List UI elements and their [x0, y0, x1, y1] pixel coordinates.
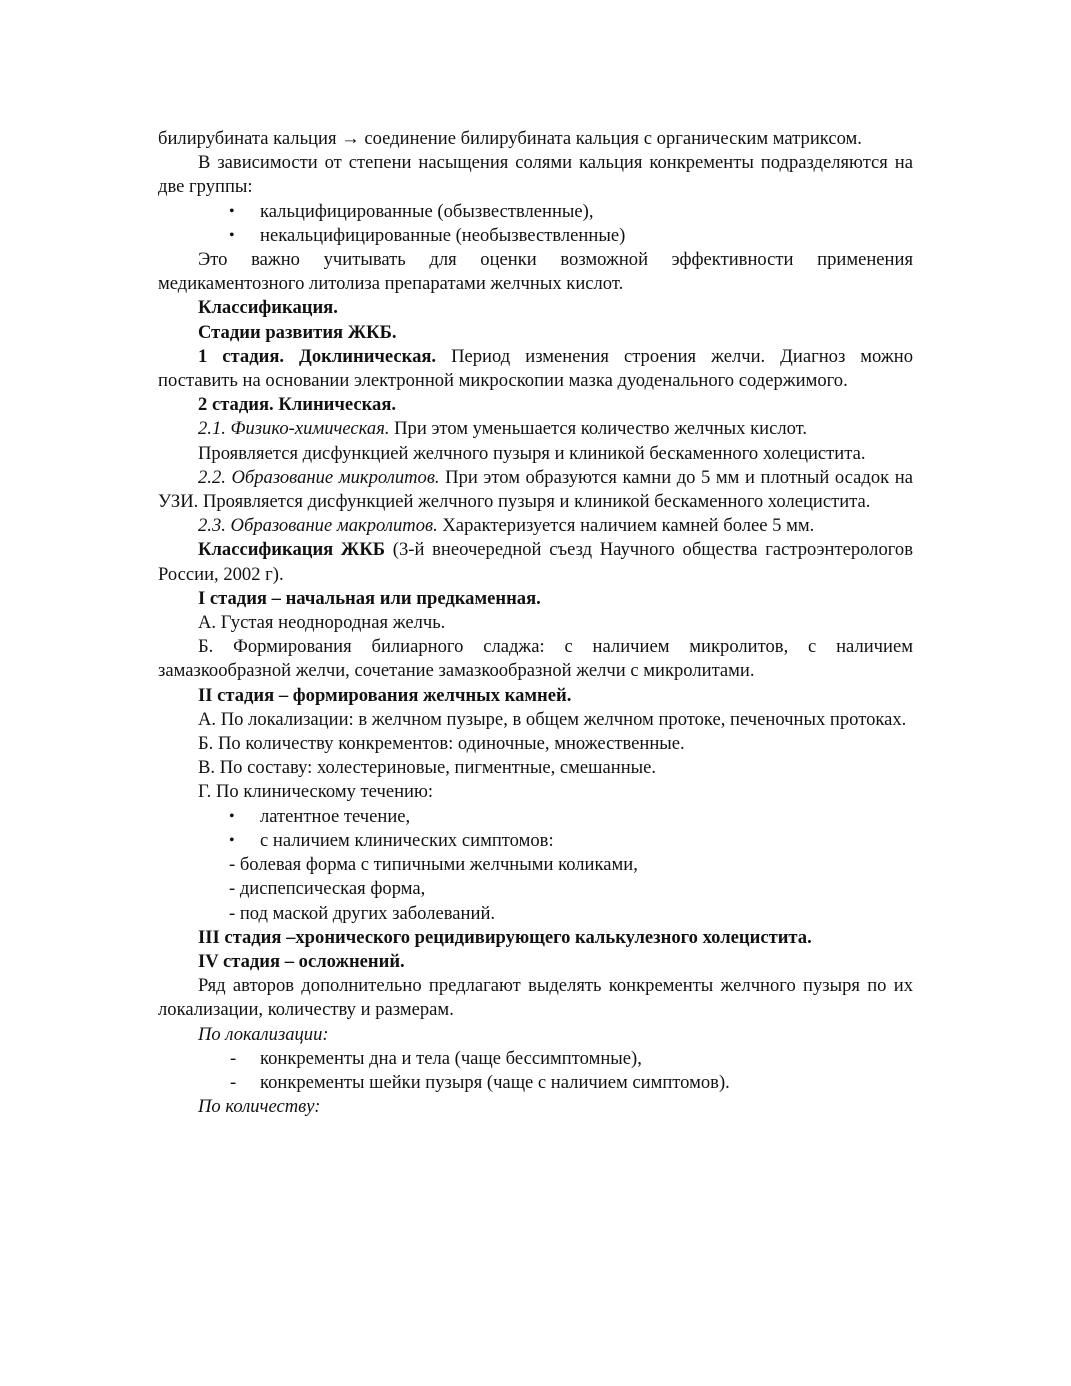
stage-iv-title: IV стадия – осложнений.	[198, 950, 405, 972]
stage-ii-v: В. По составу: холестериновые, пигментные, смешанные.	[198, 757, 657, 779]
paragraph-authors: Ряд авторов дополнительно предлагают выделять конкременты желчного пузыря по их локализации, количеству и размерам.	[158, 975, 913, 1021]
by-location-heading	[158, 1023, 913, 1047]
by-count-title: По количеству:	[198, 1096, 321, 1118]
stage-ii-b: Б. По количеству конкрементов: одиночные, множественные.	[198, 733, 685, 755]
paragraph-saturation: В зависимости от степени насыщения солями кальция конкременты подразделяются на две группы:	[158, 152, 913, 198]
stage-i-a: А. Густая неоднородная желчь.	[198, 612, 446, 634]
classification-2002-title: Классификация ЖКБ	[198, 539, 386, 561]
stage-ii-g: Г. По клиническому течению:	[198, 781, 434, 803]
stage23-paragraph	[158, 514, 913, 538]
list-item: - конкременты дна и тела (чаще бессимптомные),	[158, 1047, 913, 1071]
classification-2002-text: (3-й внеочередной съезд Научного общества гастроэнтерологов России, 2002 г).	[158, 539, 913, 585]
stage21-paragraph	[158, 417, 913, 441]
list-item: - диспепсическая форма,	[229, 878, 426, 900]
by-location-title: По локализации:	[198, 1023, 329, 1045]
list-item: • кальцифицированные (обызвествленные),	[158, 200, 913, 224]
list-item: - под маской других заболеваний.	[229, 902, 496, 924]
stage22-title: 2.2. Образование микролитов.	[198, 466, 440, 488]
stage21-title: 2.1. Физико-химическая.	[198, 418, 390, 440]
document-page	[158, 127, 913, 1119]
paragraph-litholysis: Это важно учитывать для оценки возможной эффективности применения медикаментозного литолиза препаратами желчных кислот.	[158, 249, 913, 295]
stage2-title: 2 стадия. Клиническая.	[198, 394, 397, 416]
stage1-text: Период изменения строения желчи. Диагноз можно поставить на основании электронной микроскопии мазка дуоденального содержимого.	[158, 345, 913, 392]
heading-stages	[158, 321, 913, 345]
heading-classification-text: Классификация.	[198, 297, 338, 319]
clinical-course-list	[158, 805, 913, 853]
location-list	[158, 1047, 913, 1095]
stage23-text: Характеризуется наличием камней более 5 мм.	[437, 515, 815, 537]
stage22-text: При этом образуются камни до 5 мм и плотный осадок на УЗИ. Проявляется дисфункцией желчного пузыря и клиникой бескаменного холецистита.	[158, 466, 913, 513]
stage-iv-heading	[158, 950, 913, 974]
stage23-title: 2.3. Образование макролитов.	[198, 515, 438, 537]
paragraph-calcium: билирубината кальция → соединение билирубината кальция с органическим матриксом.	[158, 128, 862, 149]
list-item: - конкременты шейки пузыря (чаще с наличием симптомов).	[158, 1071, 913, 1095]
stage-ii-a: А. По локализации: в желчном пузыре, в общем желчном протоке, печеночных протоках.	[198, 708, 907, 730]
stage-ii-heading	[158, 684, 913, 708]
stage2-heading	[158, 393, 913, 417]
stage-i-title: I стадия – начальная или предкаменная.	[198, 587, 541, 609]
heading-classification	[158, 296, 913, 320]
stage-i-b: Б. Формирования билиарного сладжа: с наличием микролитов, с наличием замазкообразной желчи, сочетание замазкообразной желчи с микролитами.	[158, 636, 913, 682]
stage21-text: При этом уменьшается количество желчных кислот.	[389, 418, 808, 440]
stage21-more: Проявляется дисфункцией желчного пузыря и клиникой бескаменного холецистита.	[198, 442, 866, 464]
stage1-title: 1 стадия. Доклиническая.	[198, 345, 437, 367]
heading-stages-text: Стадии развития ЖКБ.	[198, 321, 397, 343]
stage1-paragraph	[158, 345, 913, 393]
stage-ii-title: II стадия – формирования желчных камней.	[198, 684, 572, 706]
list-item: • латентное течение,	[158, 805, 913, 829]
calcification-groups-list	[158, 200, 913, 248]
stage-i-heading	[158, 587, 913, 611]
list-item: • некальцифицированные (необызвествленные)	[158, 224, 913, 248]
list-item: - болевая форма с типичными желчными коликами,	[229, 854, 638, 876]
list-item: • с наличием клинических симптомов:	[158, 829, 913, 853]
stage-iii-heading	[158, 926, 913, 950]
stage-iii-title: III стадия –хронического рецидивирующего калькулезного холецистита.	[198, 926, 812, 948]
clinical-forms-list	[158, 853, 913, 926]
classification-2002-paragraph	[158, 538, 913, 586]
stage22-paragraph	[158, 466, 913, 514]
by-count-heading	[158, 1095, 913, 1119]
